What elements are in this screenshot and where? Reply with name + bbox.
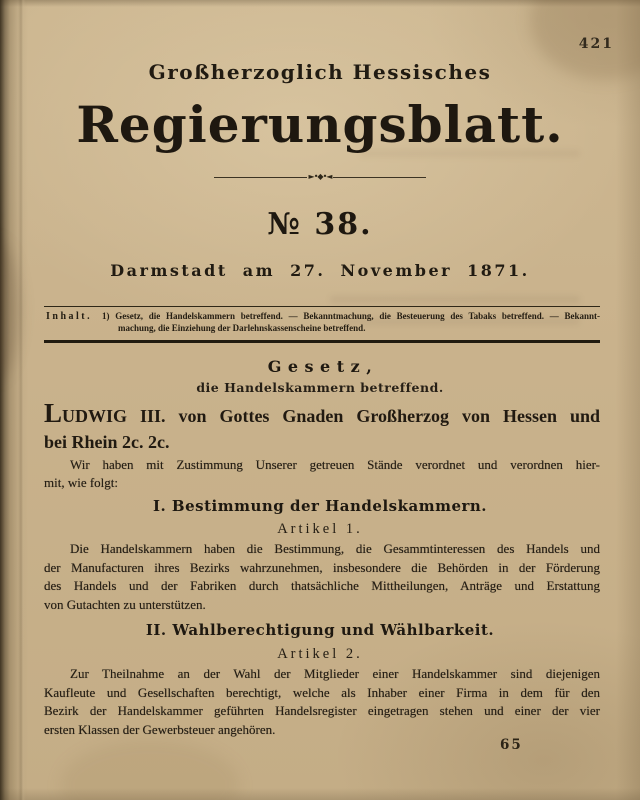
body-line: Kaufleute und Gesellschaften berechtigt, welche als Inhaber einer Firma in dem für den (44, 684, 600, 700)
proclamation (44, 400, 600, 455)
toc-box (44, 306, 600, 343)
divider-line (214, 177, 307, 178)
masthead-divider (214, 171, 426, 183)
article-1-label: Artikel 1. (277, 521, 363, 537)
body-line: der Manufacturen ihres Bezirks wahrzunehmen, insbesondere die Behörden in der Förderung (44, 559, 600, 575)
proclamation-line: bei Rhein 2c. 2c. (44, 432, 170, 452)
masthead-title: Regierungsblatt. (76, 95, 564, 154)
masthead-kicker: Großherzoglich Hessisches (148, 60, 492, 84)
dateline: Darmstadt am 27. November 1871. (110, 261, 530, 280)
paper-stain (60, 740, 240, 800)
page-number: 421 (578, 36, 614, 52)
enactment-intro (44, 456, 600, 491)
intro-line: Wir haben mit Zustimmung Unserer getreuen Stände verordnet und verordnen hier- (70, 457, 600, 472)
body-line: Bezirk der Handelskammer geführten Handelsregister eingetragen stehen und einer der vier (44, 703, 600, 718)
show-through-text (330, 296, 580, 303)
article-2-text (44, 665, 600, 739)
signature-mark: 65 (500, 737, 523, 753)
toc-label: Inhalt. (46, 311, 93, 322)
law-heading: Gesetz, (267, 357, 379, 376)
law-subheading: die Handelskammern betreffend. (196, 380, 444, 395)
proclamation-line: LUDWIG III. von Gottes Gnaden Großherzog von Hessen und (44, 398, 600, 428)
body-line: ersten Klassen der Gewerbsteuer angehören. (44, 721, 276, 737)
toc-line: machung, die Einziehung der Darlehnskassenscheine betreffend. (118, 322, 366, 333)
divider-ornament-icon: ►•◆•◄ (308, 172, 332, 181)
toc-line: 1) Gesetz, die Handelskammern betreffend. — Bekanntmachung, die Besteuerung des Tabaks betreffend. — Bekannt- (102, 311, 600, 321)
intro-line: mit, wie folgt: (44, 474, 119, 490)
section-2-heading: II. Wahlberechtigung und Wählbarkeit. (145, 621, 495, 639)
issue-number: № 38. (267, 207, 373, 242)
article-1-text (44, 540, 600, 614)
body-line: des Handels und der Fabriken durch thatsächliche Mittheilungen, Anträge und Erstattung (44, 578, 600, 593)
divider-line (333, 177, 426, 178)
body-line: Zur Theilnahme an der Wahl der Mitglieder einer Handelskammer sind diejenigen (70, 666, 600, 681)
section-1-heading: I. Bestimmung der Handelskammern. (152, 497, 488, 515)
body-line: von Gutachten zu unterstützen. (44, 596, 206, 612)
article-2-label: Artikel 2. (277, 646, 363, 662)
body-line: Die Handelskammern haben die Bestimmung, die Gesammtinteressen des Handels und (70, 541, 600, 556)
